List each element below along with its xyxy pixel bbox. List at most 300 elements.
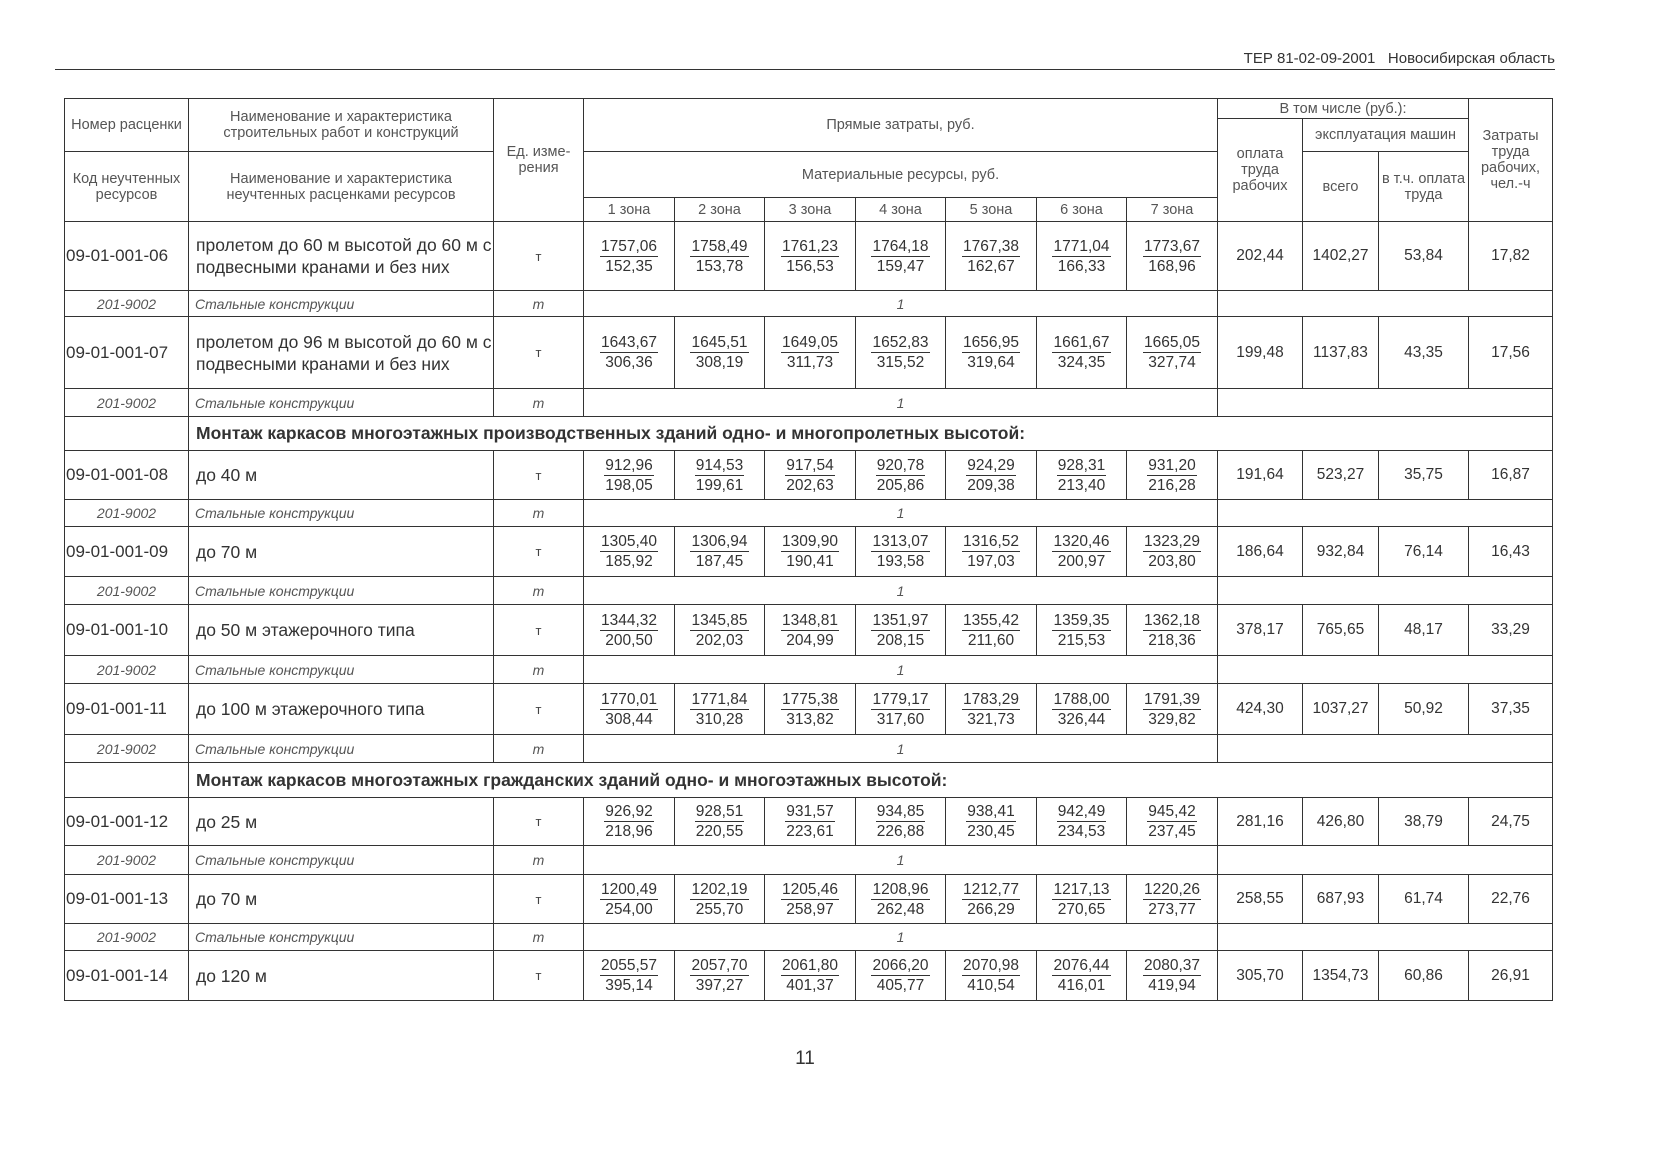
labor-pay: 191,64 [1218,451,1303,500]
table-body [65,222,1553,1001]
resource-unit: т [494,577,584,605]
zone-direct-cost: 1761,23 [781,237,839,255]
resource-name: Стальные конструкции [189,500,494,527]
zone-direct-cost: 1345,85 [691,611,748,629]
zone-cost-5 [946,951,1037,1001]
header-including: В том числе (руб.): [1218,99,1469,119]
zone-direct-cost: 2055,57 [600,957,658,974]
zone-material-cost: 190,41 [786,553,834,570]
rate-code: 09-01-001-10 [65,605,189,656]
rate-name: до 70 м [189,875,494,924]
zone-direct-cost: 1348,81 [781,611,839,629]
machines-labor: 60,86 [1379,951,1469,1001]
zone-material-cost: 203,80 [1148,553,1196,570]
zone-cost-6 [1037,527,1127,577]
rate-code: 09-01-001-13 [65,875,189,924]
resource-unit: т [494,389,584,417]
resource-row [65,656,1553,684]
resource-row [65,577,1553,605]
machines-total: 523,27 [1303,451,1379,500]
zone-material-cost: 255,70 [695,900,744,918]
header-machines-total: всего [1303,152,1379,222]
zone-cost-2 [675,798,765,846]
resource-name: Стальные конструкции [189,735,494,763]
labor-hours: 33,29 [1469,605,1553,656]
rate-name: до 70 м [189,527,494,577]
zone-material-cost: 254,00 [605,900,653,918]
rate-row [65,684,1553,735]
zone-cost-2 [675,951,765,1001]
machines-total: 426,80 [1303,798,1379,846]
rate-row [65,527,1553,577]
zone-material-cost: 317,60 [876,710,925,728]
zone-material-cost: 218,96 [605,823,653,840]
zone-material-cost: 311,73 [786,354,834,371]
zone-direct-cost: 2076,44 [1053,957,1110,974]
rate-code: 09-01-001-09 [65,527,189,577]
zone-direct-cost: 1217,13 [1053,880,1110,898]
zone-direct-cost: 926,92 [605,803,653,820]
document-header [1190,50,1555,67]
zone-cost-1 [584,684,675,735]
zone-material-cost: 226,88 [876,823,925,840]
machines-labor: 35,75 [1379,451,1469,500]
labor-pay: 378,17 [1218,605,1303,656]
zone-material-cost: 159,47 [876,257,925,275]
zone-cost-2 [675,527,765,577]
resource-empty [1218,577,1553,605]
zone-cost-4 [856,451,946,500]
machines-labor: 53,84 [1379,222,1469,291]
rate-row [65,317,1553,389]
zone-cost-6 [1037,875,1127,924]
header-machines-labor: в т.ч. оплата труда [1379,152,1469,222]
zone-material-cost: 234,53 [1057,823,1106,840]
zone-direct-cost: 931,57 [786,803,834,820]
zone-cost-3 [765,875,856,924]
zone-cost-7 [1127,605,1218,656]
zone-cost-5 [946,527,1037,577]
zone-cost-4 [856,317,946,389]
section-empty-code [65,417,189,451]
rate-unit: т [494,222,584,291]
zone-direct-cost: 912,96 [605,456,653,474]
zone-material-cost: 213,40 [1057,476,1106,494]
zone-cost-3 [765,317,856,389]
rate-unit: т [494,875,584,924]
zone-direct-cost: 1767,38 [962,237,1020,255]
header-direct-costs: Прямые затраты, руб. [584,99,1218,152]
zone-material-cost: 152,35 [605,257,653,275]
machines-labor: 76,14 [1379,527,1469,577]
resource-row [65,924,1553,951]
zone-header-6: 6 зона [1037,198,1127,222]
zone-direct-cost: 1779,17 [872,690,929,708]
zone-direct-cost: 938,41 [967,803,1015,820]
rate-unit: т [494,605,584,656]
zone-direct-cost: 1305,40 [600,533,658,550]
zone-header-7: 7 зона [1127,198,1218,222]
resource-empty [1218,291,1553,317]
zone-material-cost: 208,15 [876,631,925,649]
zone-direct-cost: 1661,67 [1053,334,1110,351]
zone-material-cost: 395,14 [605,977,653,994]
zone-cost-2 [675,684,765,735]
zone-cost-5 [946,684,1037,735]
labor-hours: 16,43 [1469,527,1553,577]
header-labor-hours: Затраты труда рабочих, чел.-ч [1469,99,1553,222]
zone-cost-1 [584,798,675,846]
zone-material-cost: 327,74 [1148,354,1196,371]
resource-qty: 1 [584,389,1218,417]
zone-cost-6 [1037,951,1127,1001]
zone-material-cost: 199,61 [695,476,744,494]
rate-unit: т [494,451,584,500]
zone-cost-4 [856,798,946,846]
resource-unit: т [494,500,584,527]
resource-empty [1218,500,1553,527]
rate-code: 09-01-001-06 [65,222,189,291]
zone-material-cost: 215,53 [1057,631,1106,649]
zone-direct-cost: 928,31 [1057,456,1106,474]
zone-cost-1 [584,875,675,924]
resource-unit: т [494,846,584,875]
zone-header-5: 5 зона [946,198,1037,222]
zone-cost-7 [1127,527,1218,577]
zone-direct-cost: 1344,32 [600,611,658,629]
header-resource-code: Код неучтенных ресурсов [65,152,189,222]
zone-material-cost: 315,52 [876,354,925,371]
zone-cost-4 [856,527,946,577]
resource-row [65,846,1553,875]
resource-code: 201-9002 [65,924,189,951]
labor-pay: 258,55 [1218,875,1303,924]
zone-direct-cost: 1771,04 [1053,237,1110,255]
zone-direct-cost: 1316,52 [962,533,1020,550]
header-materials: Материальные ресурсы, руб. [584,152,1218,198]
resource-row [65,389,1553,417]
zone-direct-cost: 1665,05 [1143,334,1201,351]
resource-name: Стальные конструкции [189,389,494,417]
zone-cost-1 [584,317,675,389]
resource-qty: 1 [584,846,1218,875]
resource-row [65,735,1553,763]
zone-material-cost: 258,97 [786,900,834,918]
zone-cost-6 [1037,222,1127,291]
zone-direct-cost: 1200,49 [600,880,658,898]
labor-hours: 26,91 [1469,951,1553,1001]
zone-material-cost: 237,45 [1148,823,1196,840]
zone-material-cost: 185,92 [605,553,653,570]
zone-material-cost: 329,82 [1148,710,1196,728]
zone-direct-cost: 1362,18 [1143,611,1201,629]
machines-total: 687,93 [1303,875,1379,924]
rate-name: пролетом до 96 м высотой до 60 м с подвесными кранами и без них [189,317,494,389]
section-row [65,417,1553,451]
zone-direct-cost: 934,85 [876,803,925,820]
zone-cost-6 [1037,605,1127,656]
resource-qty: 1 [584,924,1218,951]
resource-code: 201-9002 [65,577,189,605]
rate-row [65,798,1553,846]
machines-labor: 48,17 [1379,605,1469,656]
header-unit: Ед. изме-рения [494,99,584,222]
zone-material-cost: 270,65 [1057,900,1106,918]
zone-direct-cost: 1359,35 [1053,611,1110,629]
zone-direct-cost: 1656,95 [962,334,1020,351]
zone-material-cost: 313,82 [786,710,834,728]
zone-cost-3 [765,798,856,846]
zone-material-cost: 205,86 [876,476,925,494]
zone-direct-cost: 1309,90 [781,533,839,550]
rate-row [65,951,1553,1001]
labor-pay: 186,64 [1218,527,1303,577]
zone-cost-5 [946,798,1037,846]
zone-material-cost: 156,53 [786,257,834,275]
zone-direct-cost: 2066,20 [872,957,929,974]
zone-material-cost: 319,64 [967,354,1015,371]
resource-empty [1218,924,1553,951]
rate-row [65,222,1553,291]
zone-material-cost: 153,78 [695,257,744,275]
resource-code: 201-9002 [65,846,189,875]
resource-code: 201-9002 [65,389,189,417]
zone-cost-5 [946,317,1037,389]
header-rule [55,69,1555,70]
zone-cost-3 [765,684,856,735]
machines-total: 1137,83 [1303,317,1379,389]
resource-qty: 1 [584,656,1218,684]
zone-cost-6 [1037,317,1127,389]
zone-material-cost: 218,36 [1148,631,1196,649]
zone-direct-cost: 1758,49 [691,237,748,255]
zone-material-cost: 202,03 [695,631,744,649]
zone-cost-6 [1037,451,1127,500]
zone-material-cost: 306,36 [605,354,653,371]
zone-direct-cost: 1652,83 [872,334,929,351]
zone-direct-cost: 2057,70 [691,957,748,974]
resource-code: 201-9002 [65,656,189,684]
zone-material-cost: 326,44 [1057,710,1106,728]
zone-direct-cost: 942,49 [1057,803,1106,820]
zone-material-cost: 198,05 [605,476,653,494]
zone-material-cost: 162,67 [967,257,1015,275]
rate-unit: т [494,317,584,389]
zone-direct-cost: 1788,00 [1053,690,1110,708]
resource-name: Стальные конструкции [189,924,494,951]
zone-material-cost: 211,60 [967,631,1015,649]
zone-direct-cost: 2061,80 [781,957,839,974]
zone-direct-cost: 920,78 [876,456,925,474]
resource-row [65,500,1553,527]
zone-cost-3 [765,527,856,577]
zone-material-cost: 410,54 [967,977,1015,994]
labor-hours: 17,56 [1469,317,1553,389]
resource-name: Стальные конструкции [189,577,494,605]
zone-cost-4 [856,875,946,924]
zone-material-cost: 310,28 [695,710,744,728]
machines-total: 765,65 [1303,605,1379,656]
resource-code: 201-9002 [65,291,189,317]
zone-cost-4 [856,222,946,291]
zone-cost-2 [675,605,765,656]
header-labor-pay: оплата труда рабочих [1218,119,1303,222]
resource-unit: т [494,735,584,763]
machines-total: 1354,73 [1303,951,1379,1001]
rate-code: 09-01-001-08 [65,451,189,500]
zone-material-cost: 273,77 [1148,900,1196,918]
zone-header-3: 3 зона [765,198,856,222]
zone-cost-7 [1127,451,1218,500]
zone-direct-cost: 1355,42 [962,611,1020,629]
labor-hours: 16,87 [1469,451,1553,500]
header-resource-name: Наименование и характеристика неучтенных расценками ресурсов [189,152,494,222]
rate-unit: т [494,951,584,1001]
zone-material-cost: 308,19 [695,354,744,371]
zone-material-cost: 193,58 [876,553,925,570]
labor-hours: 17,82 [1469,222,1553,291]
document-code: ТЕР 81-02-09-2001 [1243,50,1376,67]
zone-cost-4 [856,684,946,735]
resource-empty [1218,735,1553,763]
rate-name: до 40 м [189,451,494,500]
resource-qty: 1 [584,291,1218,317]
zone-direct-cost: 1306,94 [691,533,748,550]
labor-pay: 424,30 [1218,684,1303,735]
zone-material-cost: 405,77 [876,977,925,994]
zone-material-cost: 308,44 [605,710,653,728]
zone-material-cost: 220,55 [695,823,744,840]
zone-material-cost: 324,35 [1057,354,1106,371]
zone-cost-3 [765,451,856,500]
zone-material-cost: 197,03 [967,553,1015,570]
labor-hours: 37,35 [1469,684,1553,735]
zone-direct-cost: 1208,96 [872,880,929,898]
resource-code: 201-9002 [65,735,189,763]
zone-cost-5 [946,875,1037,924]
rate-code: 09-01-001-12 [65,798,189,846]
machines-labor: 38,79 [1379,798,1469,846]
zone-material-cost: 416,01 [1057,977,1106,994]
section-row [65,763,1553,798]
zone-cost-2 [675,451,765,500]
zone-direct-cost: 1791,39 [1143,690,1201,708]
resource-code: 201-9002 [65,500,189,527]
zone-direct-cost: 1205,46 [781,880,839,898]
zone-direct-cost: 2070,98 [962,957,1020,974]
labor-hours: 22,76 [1469,875,1553,924]
section-title: Монтаж каркасов многоэтажных производственных зданий одно- и многопролетных высотой: [189,417,1553,451]
zone-cost-7 [1127,951,1218,1001]
labor-pay: 281,16 [1218,798,1303,846]
zone-material-cost: 200,97 [1057,553,1106,570]
zone-direct-cost: 1351,97 [872,611,929,629]
zone-cost-1 [584,951,675,1001]
page-number: 11 [795,1048,815,1069]
zone-cost-3 [765,605,856,656]
zone-material-cost: 397,27 [695,977,744,994]
machines-labor: 61,74 [1379,875,1469,924]
zone-cost-7 [1127,798,1218,846]
zone-cost-5 [946,451,1037,500]
labor-pay: 202,44 [1218,222,1303,291]
rate-row [65,451,1553,500]
rate-code: 09-01-001-14 [65,951,189,1001]
rate-code: 09-01-001-07 [65,317,189,389]
zone-direct-cost: 1771,84 [691,690,748,708]
rate-row [65,605,1553,656]
resource-row [65,291,1553,317]
zone-direct-cost: 924,29 [967,456,1015,474]
rate-unit: т [494,684,584,735]
zone-cost-5 [946,222,1037,291]
zone-material-cost: 230,45 [967,823,1015,840]
zone-material-cost: 419,94 [1148,977,1196,994]
zone-direct-cost: 1313,07 [872,533,929,550]
rate-name: до 25 м [189,798,494,846]
zone-direct-cost: 2080,37 [1143,957,1201,974]
section-empty-code [65,763,189,798]
zone-cost-3 [765,951,856,1001]
machines-labor: 43,35 [1379,317,1469,389]
zone-cost-1 [584,451,675,500]
zone-cost-2 [675,317,765,389]
zone-material-cost: 223,61 [786,823,834,840]
zone-direct-cost: 1649,05 [781,334,839,351]
labor-hours: 24,75 [1469,798,1553,846]
rate-code: 09-01-001-11 [65,684,189,735]
zone-material-cost: 166,33 [1057,257,1106,275]
zone-cost-7 [1127,684,1218,735]
machines-total: 1402,27 [1303,222,1379,291]
zone-material-cost: 204,99 [786,631,834,649]
zone-header-2: 2 зона [675,198,765,222]
zone-material-cost: 266,29 [967,900,1015,918]
zone-cost-1 [584,605,675,656]
resource-name: Стальные конструкции [189,656,494,684]
zone-direct-cost: 1202,19 [691,880,748,898]
zone-material-cost: 401,37 [786,977,834,994]
zone-cost-7 [1127,222,1218,291]
zone-cost-6 [1037,684,1127,735]
resource-unit: т [494,291,584,317]
zone-direct-cost: 914,53 [695,456,744,474]
zone-direct-cost: 1783,29 [962,690,1020,708]
zone-direct-cost: 1757,06 [600,237,658,255]
resource-unit: т [494,656,584,684]
zone-material-cost: 209,38 [967,476,1015,494]
zone-direct-cost: 1764,18 [872,237,929,255]
zone-direct-cost: 931,20 [1148,456,1196,474]
labor-pay: 305,70 [1218,951,1303,1001]
resource-unit: т [494,924,584,951]
resource-qty: 1 [584,735,1218,763]
resource-empty [1218,389,1553,417]
zone-direct-cost: 1643,67 [600,334,658,351]
machines-total: 1037,27 [1303,684,1379,735]
zone-cost-4 [856,605,946,656]
header-machines: эксплуатация машин [1303,119,1469,152]
resource-empty [1218,846,1553,875]
zone-direct-cost: 1773,67 [1143,237,1201,255]
zone-direct-cost: 1645,51 [691,334,748,351]
zone-direct-cost: 1323,29 [1143,533,1201,550]
zone-direct-cost: 1775,38 [781,690,839,708]
zone-direct-cost: 917,54 [786,456,834,474]
zone-cost-7 [1127,317,1218,389]
zone-material-cost: 216,28 [1148,476,1196,494]
rates-table [64,98,1553,1001]
